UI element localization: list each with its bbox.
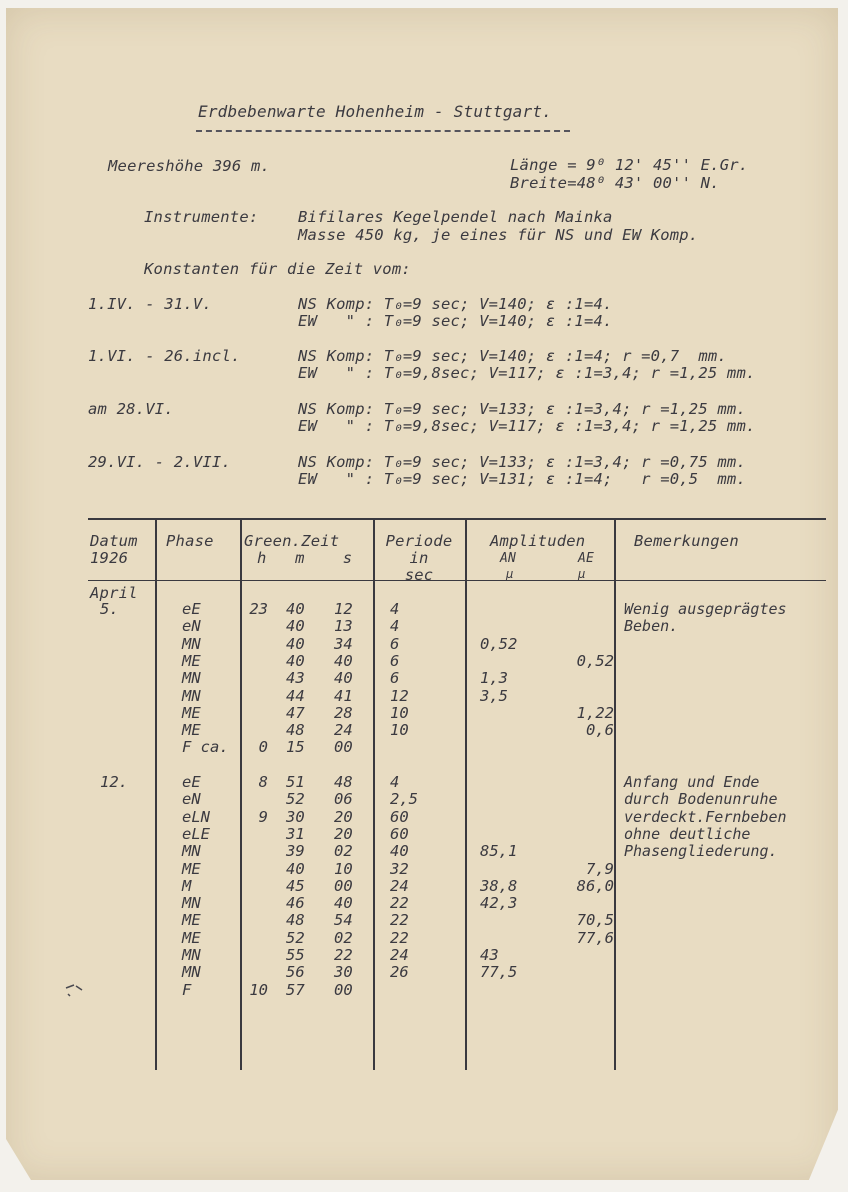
- cell-an: 38,8: [480, 876, 518, 895]
- month-label: April: [90, 584, 138, 602]
- cell-per: 22: [390, 911, 409, 930]
- cell-phase: ME: [182, 928, 201, 947]
- cell-per: 24: [390, 876, 409, 895]
- table-row: [0, 601, 848, 618]
- table-top-rule: [88, 518, 826, 520]
- ink-mark: [64, 982, 74, 992]
- cell-h: 23: [249, 600, 268, 618]
- cell-s: 54: [334, 911, 353, 930]
- header-bemerkungen: Bemerkungen: [634, 532, 739, 550]
- cell-m: 51: [286, 773, 305, 791]
- table-row: [0, 809, 848, 826]
- document-title: Erdbebenwarte Hohenheim - Stuttgart.: [198, 102, 552, 121]
- cell-phase: ME: [182, 703, 201, 722]
- header-datum: Datum 1926: [90, 532, 138, 567]
- cell-per: 4: [390, 617, 400, 636]
- cell-s: 40: [334, 669, 353, 688]
- table-row: [0, 878, 848, 895]
- constants-label: Konstanten für die Zeit vom:: [144, 260, 411, 278]
- constants-period: 29.VI. - 2.VII.: [88, 453, 231, 471]
- cell-date: 12.: [100, 773, 128, 791]
- cell-phase: eE: [182, 773, 201, 791]
- cell-m: 52: [286, 928, 305, 947]
- cell-phase: M: [182, 876, 192, 895]
- cell-s: 02: [334, 928, 353, 947]
- header-green-units: h m s: [257, 549, 353, 567]
- constants-ew: EW " : T₀=9,8sec; V=117; ε :1=3,4; r =1,25 mm.: [298, 417, 756, 435]
- cell-per: 6: [390, 634, 400, 653]
- header-amp-n: AN: [500, 551, 517, 566]
- constants-period: am 28.VI.: [88, 400, 174, 418]
- cell-an: 85,1: [480, 842, 518, 861]
- cell-m: 48: [286, 721, 305, 740]
- cell-per: 60: [390, 824, 409, 843]
- cell-per: 6: [390, 651, 400, 670]
- header-amp-unit-e: µ: [578, 567, 586, 581]
- cell-per: 4: [390, 600, 400, 618]
- header-amp-unit-n: µ: [506, 567, 514, 581]
- cell-m: 30: [286, 807, 305, 826]
- cell-per: 6: [390, 669, 400, 688]
- table-row: [0, 774, 848, 791]
- header-amplituden: Amplituden: [490, 532, 586, 550]
- table-row: [0, 705, 848, 722]
- cell-rem: verdeckt.Fernbeben: [624, 807, 787, 826]
- cell-per: 2,5: [390, 790, 418, 809]
- cell-phase: MN: [182, 686, 201, 705]
- cell-phase: eE: [182, 600, 201, 618]
- table-row: [0, 636, 848, 653]
- constants-ew: EW " : T₀=9,8sec; V=117; ε :1=3,4; r =1,25 mm.: [298, 364, 756, 382]
- cell-phase: ME: [182, 651, 201, 670]
- cell-rem: Beben.: [624, 617, 679, 636]
- cell-per: 60: [390, 807, 409, 826]
- cell-phase: F ca.: [182, 738, 229, 757]
- cell-phase: ME: [182, 859, 201, 878]
- cell-s: 40: [334, 651, 353, 670]
- table-row: [0, 843, 848, 860]
- cell-an: 77,5: [480, 963, 518, 982]
- cell-per: 10: [390, 703, 409, 722]
- table-row: [0, 670, 848, 687]
- cell-per: 40: [390, 842, 409, 861]
- cell-rem: Phasengliederung.: [624, 842, 778, 861]
- table-row: [0, 982, 848, 999]
- table-row: [0, 653, 848, 670]
- cell-h: 0: [258, 738, 268, 757]
- cell-m: 15: [286, 738, 305, 757]
- cell-an: 0,52: [480, 634, 518, 653]
- cell-s: 10: [334, 859, 353, 878]
- cell-m: 56: [286, 963, 305, 982]
- cell-s: 34: [334, 634, 353, 653]
- cell-rem: ohne deutliche: [624, 824, 751, 843]
- instruments-line-1: Bifilares Kegelpendel nach Mainka: [298, 208, 613, 226]
- cell-phase: F: [182, 980, 192, 999]
- cell-s: 41: [334, 686, 353, 705]
- cell-s: 13: [334, 617, 353, 636]
- cell-s: 00: [334, 980, 353, 999]
- cell-m: 55: [286, 946, 305, 964]
- cell-phase: eLN: [182, 807, 210, 826]
- constants-ew: EW " : T₀=9 sec; V=131; ε :1=4; r =0,5 mm.: [298, 470, 746, 488]
- cell-m: 52: [286, 790, 305, 809]
- constants-ns: NS Komp: T₀=9 sec; V=140; ε :1=4; r =0,7 mm.: [298, 347, 727, 365]
- table-row: [0, 912, 848, 929]
- table-row: [0, 895, 848, 912]
- cell-h: 10: [249, 980, 268, 999]
- cell-an: 42,3: [480, 894, 518, 913]
- longitude-text: Länge = 9⁰ 12' 45'' E.Gr.: [510, 156, 749, 174]
- cell-an: 1,3: [480, 669, 508, 688]
- cell-s: 06: [334, 790, 353, 809]
- header-phase: Phase: [166, 532, 214, 550]
- cell-date: 5.: [100, 600, 119, 618]
- cell-phase: MN: [182, 634, 201, 653]
- cell-s: 00: [334, 738, 353, 757]
- cell-ae: 77,6: [576, 928, 614, 947]
- cell-phase: MN: [182, 946, 201, 964]
- constants-ns: NS Komp: T₀=9 sec; V=140; ε :1=4.: [298, 295, 613, 313]
- cell-ae: 86,0: [576, 876, 614, 895]
- cell-rem: Wenig ausgeprägtes: [624, 600, 787, 618]
- cell-m: 40: [286, 859, 305, 878]
- cell-an: 43: [480, 946, 499, 964]
- constants-ns: NS Komp: T₀=9 sec; V=133; ε :1=3,4; r =1,25 mm.: [298, 400, 746, 418]
- table-row: [0, 947, 848, 964]
- table-row: [0, 722, 848, 739]
- cell-per: 26: [390, 963, 409, 982]
- header-amp-e: AE: [578, 551, 595, 566]
- cell-s: 24: [334, 721, 353, 740]
- instruments-label: Instrumente:: [144, 208, 259, 226]
- cell-s: 20: [334, 824, 353, 843]
- cell-m: 31: [286, 824, 305, 843]
- constants-ns: NS Komp: T₀=9 sec; V=133; ε :1=3,4; r =0,75 mm.: [298, 453, 746, 471]
- constants-ew: EW " : T₀=9 sec; V=140; ε :1=4.: [298, 312, 613, 330]
- cell-s: 00: [334, 876, 353, 895]
- cell-ae: 70,5: [576, 911, 614, 930]
- table-row: [0, 791, 848, 808]
- cell-m: 48: [286, 911, 305, 930]
- header-periode: Periode in sec: [385, 532, 453, 584]
- cell-an: 3,5: [480, 686, 508, 705]
- table-row: [0, 688, 848, 705]
- constants-period: 1.VI. - 26.incl.: [88, 347, 241, 365]
- cell-per: 4: [390, 773, 400, 791]
- latitude-text: Breite=48⁰ 43' 00'' N.: [510, 174, 720, 192]
- cell-phase: ME: [182, 721, 201, 740]
- title-underline: [196, 130, 570, 132]
- cell-phase: eN: [182, 790, 201, 809]
- cell-m: 43: [286, 669, 305, 688]
- cell-m: 45: [286, 876, 305, 895]
- cell-s: 20: [334, 807, 353, 826]
- cell-m: 39: [286, 842, 305, 861]
- cell-s: 02: [334, 842, 353, 861]
- cell-h: 8: [258, 773, 268, 791]
- cell-s: 48: [334, 773, 353, 791]
- elevation-text: Meereshöhe 396 m.: [108, 157, 271, 175]
- cell-phase: MN: [182, 894, 201, 913]
- cell-per: 24: [390, 946, 409, 964]
- cell-m: 44: [286, 686, 305, 705]
- cell-m: 40: [286, 600, 305, 618]
- constants-period: 1.IV. - 31.V.: [88, 295, 212, 313]
- cell-m: 46: [286, 894, 305, 913]
- cell-s: 30: [334, 963, 353, 982]
- cell-m: 40: [286, 651, 305, 670]
- table-row: [0, 964, 848, 981]
- cell-phase: ME: [182, 911, 201, 930]
- table-row: [0, 826, 848, 843]
- cell-s: 12: [334, 600, 353, 618]
- cell-rem: Anfang und Ende: [624, 773, 760, 791]
- cell-ae: 1,22: [576, 703, 614, 722]
- cell-h: 9: [258, 807, 268, 826]
- header-green-zeit: Green.Zeit: [244, 532, 340, 550]
- cell-m: 40: [286, 634, 305, 653]
- cell-phase: eLE: [182, 824, 210, 843]
- cell-s: 28: [334, 703, 353, 722]
- instruments-line-2: Masse 450 kg, je eines für NS und EW Komp.: [298, 226, 699, 244]
- cell-ae: 7,9: [586, 859, 614, 878]
- table-row: [0, 739, 848, 756]
- cell-per: 22: [390, 894, 409, 913]
- cell-phase: eN: [182, 617, 201, 636]
- cell-per: 12: [390, 686, 409, 705]
- cell-rem: durch Bodenunruhe: [624, 790, 778, 809]
- cell-per: 22: [390, 928, 409, 947]
- cell-m: 47: [286, 703, 305, 722]
- cell-phase: MN: [182, 842, 201, 861]
- cell-phase: MN: [182, 669, 201, 688]
- cell-ae: 0,6: [586, 721, 614, 740]
- table-row: [0, 618, 848, 635]
- cell-s: 40: [334, 894, 353, 913]
- cell-ae: 0,52: [576, 651, 614, 670]
- cell-phase: MN: [182, 963, 201, 982]
- cell-m: 40: [286, 617, 305, 636]
- table-row: [0, 930, 848, 947]
- cell-per: 10: [390, 721, 409, 740]
- cell-per: 32: [390, 859, 409, 878]
- cell-m: 57: [286, 980, 305, 999]
- cell-s: 22: [334, 946, 353, 964]
- table-row: [0, 861, 848, 878]
- table-row: [0, 757, 848, 774]
